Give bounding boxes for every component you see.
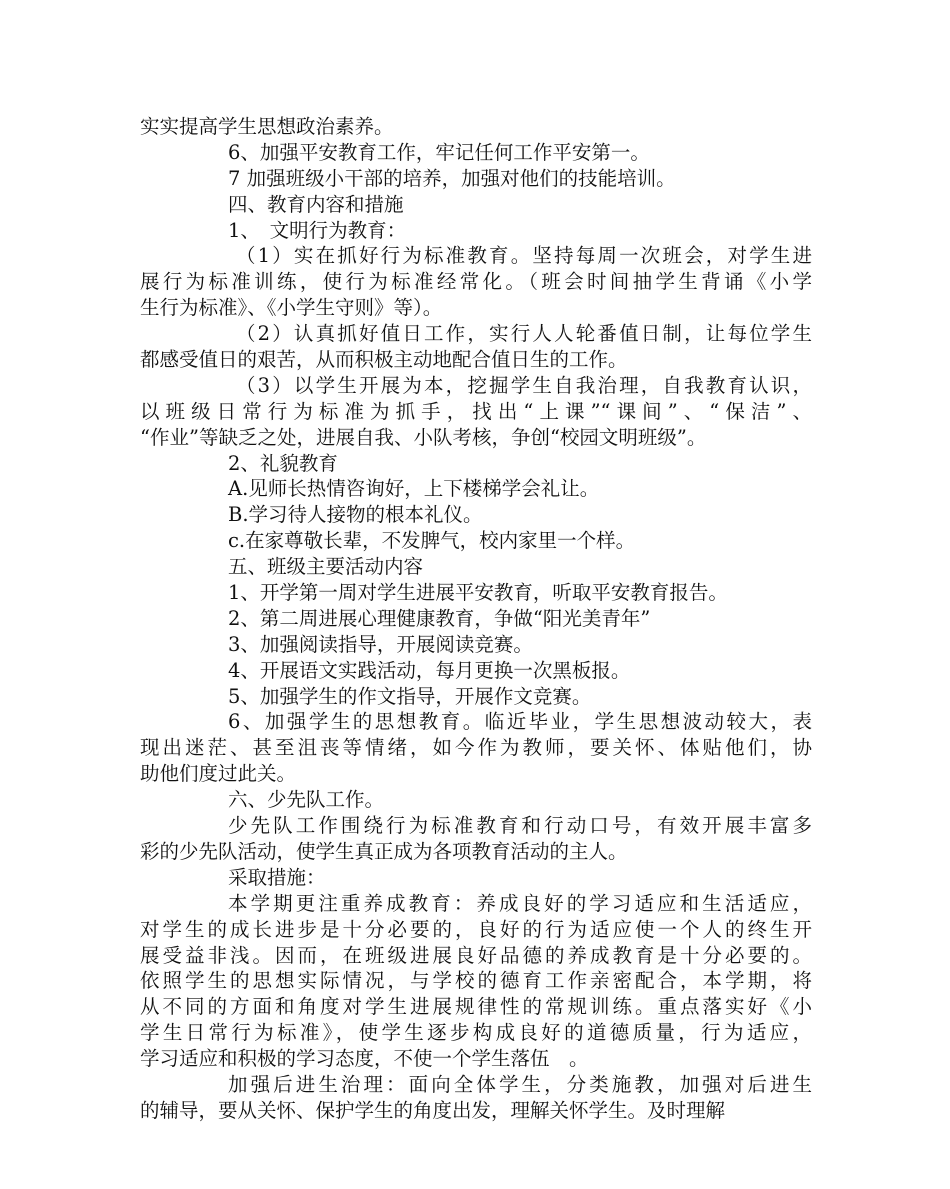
text-line: 四、教育内容和措施 (228, 192, 404, 216)
text-line: 3、加强阅读指导，开展阅读竞赛。 (228, 632, 533, 656)
document-body (140, 114, 812, 1124)
text-line: 生行为标准》、《小学生守则》等）。 (140, 296, 443, 320)
text-line: （2）认真抓好值日工作，实行人人轮番值日制，让每位学生 (236, 322, 812, 346)
text-line: 五、班级主要活动内容 (228, 555, 424, 579)
text-line: 1、开学第一周对学生进展平安教育，听取平安教育报告。 (228, 581, 728, 605)
text-line: 5、加强学生的作文指导，开展作文竞赛。 (228, 684, 592, 708)
text-line: 实实提高学生思想政治素养。 (140, 115, 394, 138)
text-line: 少先队工作围绕行为标准教育和行动口号，有效开展丰富多 (228, 814, 812, 838)
text-line: 对学生的成长进步是十分必要的，良好的行为适应使一个人的终生开 (140, 917, 812, 941)
text-line: 2、第二周进展心理健康教育，争做“阳光美青年” (228, 606, 651, 630)
text-line: 彩的少先队活动，使学生真正成为各项教育活动的主人。 (140, 839, 628, 863)
text-line: 学生日常行为标准》，使学生逐步构成良好的道德质量，行为适应， (140, 1021, 812, 1045)
text-line: 都感受值日的艰苦，从而积极主动地配合值日生的工作。 (140, 348, 628, 372)
text-line: 现出迷茫、甚至沮丧等情绪，如今作为教师，要关怀、体贴他们，协 (140, 736, 812, 760)
text-line: “作业”等缺乏之处，进展自我、小队考核，争创“校园文明班级”。 (140, 425, 707, 449)
text-line: 2、礼貌教育 (228, 451, 338, 475)
text-line: 6、加强学生的思想教育。临近毕业，学生思想波动较大，表 (228, 710, 812, 734)
text-line: 4、开展语文实践活动，每月更换一次黑板报。 (228, 658, 631, 682)
text-line: （1）实在抓好行为标准教育。坚持每周一次班会，对学生进 (236, 244, 812, 268)
text-line: 本学期更注重养成教育：养成良好的学习适应和生活适应， (228, 891, 812, 915)
text-line: 6、加强平安教育工作，牢记任何工作平安第一。 (228, 140, 650, 164)
text-line: 展受益非浅。因而，在班级进展良好品德的养成教育是十分必要的。 (140, 943, 812, 967)
text-line: 从不同的方面和角度对学生进展规律性的常规训练。重点落实好《小 (140, 995, 812, 1019)
text-line: 采取措施： (228, 865, 326, 889)
text-line: A.见师长热情咨询好，上下楼梯学会礼让。 (228, 477, 600, 501)
text-line: 以班级日常行为标准为抓手，找出“上课”“课间”、“保洁”、 (140, 399, 812, 423)
text-line: 学习适应和积极的学习态度，不使一个学生落伍 。 (140, 1047, 589, 1071)
text-line: （3）以学生开展为本，挖掘学生自我治理，自我教育认识， (236, 373, 812, 397)
text-line: 助他们度过此关。 (140, 762, 297, 786)
text-line: 六、少先队工作。 (228, 788, 385, 812)
text-line: B.学习待人接物的根本礼仪。 (228, 503, 483, 527)
text-line: 的辅导，要从关怀、保护学生的角度出发，理解关怀学生。及时理解 (140, 1098, 726, 1122)
text-line: 依照学生的思想实际情况，与学校的德育工作亲密配合，本学期，将 (140, 969, 812, 993)
text-line: 1、 文明行为教育： (228, 218, 407, 242)
text-line: 加强后进生治理：面向全体学生，分类施教，加强对后进生 (228, 1072, 812, 1096)
text-line: 7 加强班级小干部的培养，加强对他们的技能培训。 (228, 166, 676, 190)
text-line: c.在家尊敬长辈，不发脾气，校内家里一个样。 (228, 529, 636, 553)
text-line: 展行为标准训练，使行为标准经常化。（班会时间抽学生背诵《小学 (140, 270, 812, 294)
